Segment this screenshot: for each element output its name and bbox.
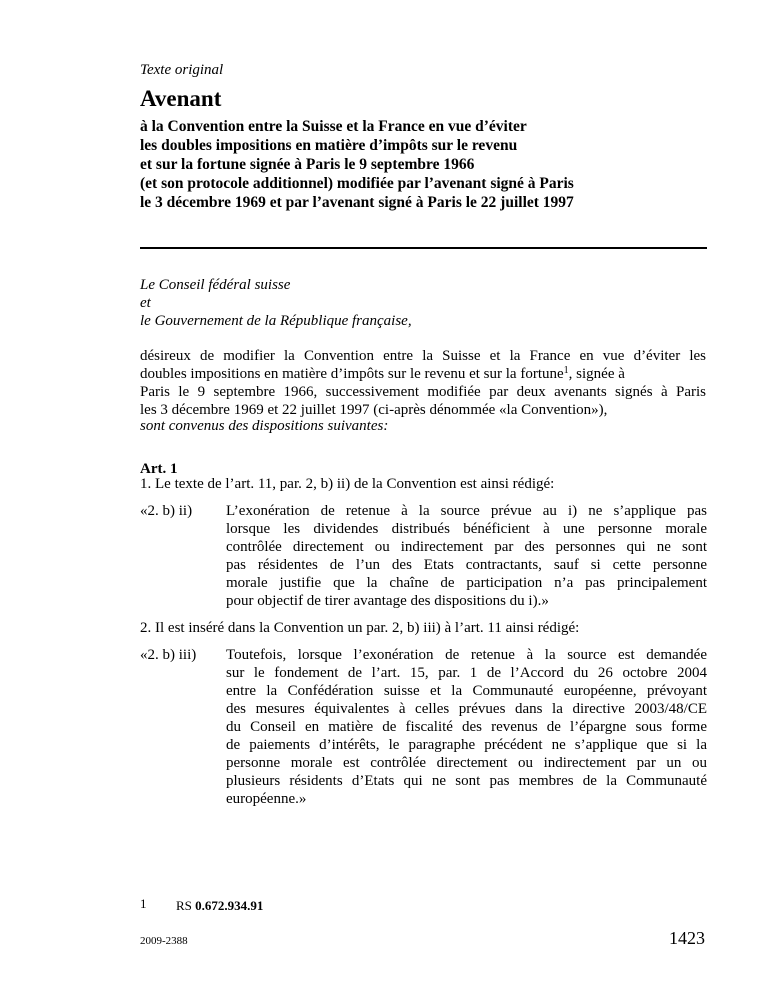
page-number: 1423 (669, 928, 705, 948)
provision-line: européenne.» (226, 791, 307, 807)
preamble-line: désireux de modifier la Convention entre la Suisse et la France en vue d’éviter les (140, 348, 706, 364)
document-subtitle (140, 117, 720, 212)
horizontal-divider (140, 247, 707, 249)
document-number: 2009-2388 (140, 935, 188, 947)
provision-line: du Conseil en matière de fiscalité des revenus de l’épargne sous forme (226, 719, 707, 735)
provision-line: lorsque les dividendes distribués bénéficient à une personne morale (226, 521, 707, 537)
provision-label: «2. b) iii) (140, 647, 197, 663)
preamble (140, 347, 706, 419)
provision-line: contrôlée directement ou indirectement par des personnes qui ne sont (226, 539, 707, 555)
provision-body (226, 502, 707, 610)
provision-line: de paiements d’intérêts, le paragraphe précédent ne s’applique que si la (226, 737, 707, 753)
subtitle-line: et sur la fortune signée à Paris le 9 septembre 1966 (140, 156, 475, 173)
footnote-ref: 1 (563, 365, 569, 376)
preamble-text-a: doubles impositions en matière d’impôts sur le revenu et sur la fortune (140, 366, 564, 382)
provision-line: plusieurs résidents d’Etats qui ne sont pas membres de la Communauté (226, 773, 707, 789)
provision-label: «2. b) ii) (140, 503, 193, 519)
preamble-text (140, 365, 625, 383)
quoted-provision-iii (140, 646, 707, 811)
footnote-prefix: RS (176, 898, 192, 913)
party-conjunction: et (140, 295, 151, 311)
party-swiss: Le Conseil fédéral suisse (140, 277, 291, 293)
provision-line: Toutefois, lorsque l’exonération de retenue à la source est demandée (226, 647, 707, 663)
footnote-reference: 0.672.934.91 (195, 898, 264, 913)
party-france: le Gouvernement de la République française, (140, 313, 412, 329)
contracting-parties (140, 276, 412, 330)
provision-line: des mesures équivalentes à celles prévues dans la directive 2003/48/CE (226, 701, 707, 717)
article-paragraph-2: 2. Il est inséré dans la Convention un par. 2, b) iii) à l’art. 11 ainsi rédigé: (140, 620, 580, 636)
article-paragraph-1: 1. Le texte de l’art. 11, par. 2, b) ii) de la Convention est ainsi rédigé: (140, 476, 555, 492)
preamble-text-b: , signée à (568, 366, 625, 382)
agreement-clause: sont convenus des dispositions suivantes: (140, 418, 389, 434)
preamble-line: les 3 décembre 1969 et 22 juillet 1997 (ci-après dénommée «la Convention»), (140, 402, 608, 418)
provision-line: sur le fondement de l’art. 15, par. 1 de l’Accord du 26 octobre 2004 (226, 665, 707, 681)
preamble-line: Paris le 9 septembre 1966, successivement modifiée par deux avenants signés à Paris (140, 384, 706, 400)
provision-line: personne morale est contrôlée directement ou indirectement par un ou (226, 755, 707, 771)
article-heading: Art. 1 (140, 461, 178, 477)
subtitle-line: le 3 décembre 1969 et par l’avenant signé à Paris le 22 juillet 1997 (140, 194, 574, 211)
subtitle-line: (et son protocole additionnel) modifiée par l’avenant signé à Paris (140, 175, 574, 192)
footnote-number: 1 (140, 896, 147, 911)
footnote-text (176, 898, 263, 914)
quoted-provision-ii (140, 502, 707, 612)
provision-body (226, 646, 707, 808)
provision-line: pour objectif de tirer avantage des dispositions du i).» (226, 593, 549, 609)
document-title: Avenant (140, 86, 222, 111)
provision-line: morale justifie que la chaîne de participation n’a pas principalement (226, 575, 707, 591)
subtitle-line: les doubles impositions en matière d’impôts sur le revenu (140, 137, 518, 154)
preamble-line (140, 365, 706, 383)
provision-line: L’exonération de retenue à la source prévue au i) ne s’applique pas (226, 503, 707, 519)
provision-line: entre la Confédération suisse et la Communauté européenne, prévoyant (226, 683, 707, 699)
provision-line: pas résidentes de l’un des Etats contractants, sauf si cette personne (226, 557, 707, 573)
original-text-label: Texte original (140, 62, 224, 78)
subtitle-line: à la Convention entre la Suisse et la France en vue d’éviter (140, 118, 527, 135)
